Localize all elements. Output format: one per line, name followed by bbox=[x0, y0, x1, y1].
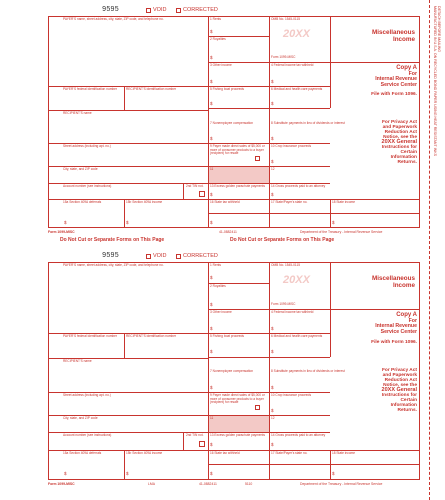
payer-label-2: PAYER'S name, street address, city, state, ZIP code, and telephone no. bbox=[63, 263, 164, 267]
void-checkbox-2[interactable] bbox=[146, 254, 151, 259]
box2-label: 2 Royalties bbox=[210, 37, 226, 41]
privacy-note: For Privacy Act and Paperwork Reduction Act Notice, see the 20XX General Instructions for Certain Information Returns. bbox=[381, 120, 417, 165]
box6-label-2: 6 Medical and health care payments bbox=[271, 334, 323, 338]
footer-num: 5110 bbox=[245, 482, 253, 486]
corrected-checkbox-2[interactable] bbox=[176, 254, 181, 259]
box18-label: 18 State income bbox=[332, 200, 356, 204]
form-name-label: Form 1099-MISC bbox=[271, 55, 296, 59]
recipient-name-label: RECIPIENT'S name bbox=[63, 111, 92, 115]
box12-label-2: 12 bbox=[271, 416, 275, 420]
void-label-2: VOID bbox=[153, 253, 167, 259]
tin-not-label-2: 2nd TIN not. bbox=[186, 433, 204, 437]
payer-tin-label: PAYER'S federal identification number bbox=[63, 87, 117, 91]
box15b-label: 15b Section 409A income bbox=[126, 200, 163, 204]
recipient-tin-label: RECIPIENT'S identification number bbox=[126, 87, 177, 91]
tin-not-checkbox[interactable] bbox=[199, 191, 205, 197]
box15b-label-2: 15b Section 409A income bbox=[126, 451, 163, 455]
box7-label: 7 Nonemployee compensation bbox=[210, 121, 254, 125]
box17-label-2: 17 State/Payer's state no. bbox=[271, 451, 308, 455]
box14-label-2: 14 Gross proceeds paid to an attorney bbox=[271, 433, 326, 437]
box13-label-2: 13 Excess golden parachute payments bbox=[210, 433, 265, 437]
box4-label-2: 4 Federal income tax withheld bbox=[271, 310, 314, 314]
privacy-note-2: For Privacy Act and Paperwork Reduction Act Notice, see the 20XX General Instructions for Certain Information Returns. bbox=[381, 368, 417, 413]
box9-checkbox[interactable] bbox=[255, 156, 260, 161]
box8-label: 8 Substitute payments in lieu of dividends or interest bbox=[271, 121, 345, 125]
box3-label: 3 Other income bbox=[210, 63, 232, 67]
omb-label-2: OMB No. 1545-0115 bbox=[271, 263, 300, 267]
payer-tin-label-2: PAYER'S federal identification number bbox=[63, 334, 117, 338]
box11-shaded bbox=[209, 167, 269, 183]
box9-label-2: 9 Payer made direct sales of $5,000 or more of consumer products to a buyer (recipient) for resale bbox=[210, 393, 265, 405]
form-name-label-2: Form 1099-MISC bbox=[271, 302, 296, 306]
box11-shaded-2 bbox=[209, 416, 269, 432]
form-title-2: Miscellaneous Income bbox=[371, 275, 415, 289]
box5-label-2: 5 Fishing boat proceeds bbox=[210, 334, 245, 338]
tin-not-label: 2nd TIN not. bbox=[186, 184, 204, 188]
box4-label: 4 Federal income tax withheld bbox=[271, 63, 314, 67]
box15a-label: 15a Section 409A deferrals bbox=[63, 200, 102, 204]
form-code-2: 9595 bbox=[102, 252, 119, 260]
box10-label: 10 Crop insurance proceeds bbox=[271, 144, 312, 148]
corrected-label-2: CORRECTED bbox=[183, 253, 218, 259]
street-label-2: Street address (including apt. no.) bbox=[63, 393, 111, 397]
tin-not-checkbox-2[interactable] bbox=[199, 441, 205, 447]
footer-cat: 41-0882411 bbox=[219, 230, 237, 234]
box9-checkbox-2[interactable] bbox=[255, 405, 260, 410]
recipient-tin-label-2: RECIPIENT'S identification number bbox=[126, 334, 177, 338]
footer-dept: Department of the Treasury - Internal Revenue Service bbox=[300, 230, 383, 234]
box17-label: 17 State/Payer's state no. bbox=[271, 200, 308, 204]
city-label: City, state, and ZIP code bbox=[63, 167, 98, 171]
file-with-note-2: File with Form 1096. bbox=[371, 340, 417, 345]
box1-label-2: 1 Rents bbox=[210, 263, 221, 267]
box5-label: 5 Fishing boat proceeds bbox=[210, 87, 245, 91]
box1-label: 1 Rents bbox=[210, 17, 221, 21]
footer-dept-2: Department of the Treasury - Internal Revenue Service bbox=[300, 482, 383, 486]
payer-label: PAYER'S name, street address, city, state, ZIP code, and telephone no. bbox=[63, 17, 164, 21]
box6-label: 6 Medical and health care payments bbox=[271, 87, 323, 91]
box15a-label-2: 15a Section 409A deferrals bbox=[63, 451, 102, 455]
corrected-label: CORRECTED bbox=[183, 7, 218, 13]
tax-year: 20XX bbox=[283, 28, 310, 40]
box16-label: 16 State tax withheld bbox=[210, 200, 240, 204]
city-label-2: City, state, and ZIP code bbox=[63, 416, 98, 420]
cut-warning-2: Do Not Cut or Separate Forms on This Page bbox=[230, 237, 335, 243]
omb-label: OMB No. 1545-0115 bbox=[271, 17, 300, 21]
recipient-name-label-2: RECIPIENT'S name bbox=[63, 359, 92, 363]
box3-label-2: 3 Other income bbox=[210, 310, 232, 314]
void-checkbox[interactable] bbox=[146, 8, 151, 13]
form-bottom: 9595 VOID CORRECTED PAYER'S name, street address, city, state, ZIP code, and telephone no. PAYER'S federal identification number RECIPIENT'S identification number RECIPIENT'S name Street address (including apt. no.) City, state, and ZIP code Account number (see instructions) 2nd TIN not. 15a Section 409A deferrals 15b Section 409A income $ $ 1 Rents $ 2 Royalties $ OMB No. 1545-0115 20XX Form 1099-MISC 3 Other income $ 4 Federal income tax withheld $ 5 Fishing boat proceeds $ 6 Medical and health care payments $ 7 Nonemployee compensation $ 8 Substitute payments in lieu of dividends or interest $ 9 Payer made direct sales of $5,000 or more of consumer products to a buyer (recipient) for resale 10 Crop insurance proceeds $ 11 12 13 Excess golden parachute payments $ 14 Gross proceeds paid to an attorney $ 16 State tax withheld $ 17 State/Payer's state no. 18 State income $ Miscellaneous Income Copy A For Internal Revenue Service Center File with Form 1096. For Privacy Act and Paperwork Reduction Act Notice, see the 20XX General Instructions for Certain Information Returns. Form 1099-MISC LMA 41-0882411 5110 Department of the Treasury - Internal Revenue Service bbox=[0, 252, 430, 500]
box12-label: 12 bbox=[271, 167, 275, 171]
detach-note: DETACH BEFORE MAILING bbox=[437, 6, 441, 53]
box16-label-2: 16 State tax withheld bbox=[210, 451, 240, 455]
manufacture-note: MANUFACTURED IN U.S.A. ON RECYCLED BOND PAPER USING HEAT RESISTANT INKS bbox=[433, 6, 437, 157]
account-label: Account number (see instructions) bbox=[63, 184, 112, 188]
copy-a: Copy A For Internal Revenue Service Center bbox=[375, 65, 417, 88]
form-title: Miscellaneous Income bbox=[371, 29, 415, 43]
tax-year-2: 20XX bbox=[283, 274, 310, 286]
box18-label-2: 18 State income bbox=[332, 451, 356, 455]
box10-label-2: 10 Crop insurance proceeds bbox=[271, 393, 312, 397]
file-with-note: File with Form 1096. bbox=[371, 92, 417, 97]
box13-label: 13 Excess golden parachute payments bbox=[210, 184, 265, 188]
footer-cat-2: 41-0882411 bbox=[199, 482, 217, 486]
box2-label-2: 2 Royalties bbox=[210, 284, 226, 288]
footer-lma: LMA bbox=[148, 482, 155, 486]
box11-label: 11 bbox=[210, 167, 214, 171]
box8-label-2: 8 Substitute payments in lieu of dividends or interest bbox=[271, 369, 345, 373]
footer-form: Form 1099-MISC bbox=[48, 230, 75, 234]
box14-label: 14 Gross proceeds paid to an attorney bbox=[271, 184, 326, 188]
street-label: Street address (including apt. no.) bbox=[63, 144, 111, 148]
form-top: 9595 VOID CORRECTED PAYER'S name, street address, city, state, ZIP code, and telephone no. PAYER'S federal identification number RECIPIENT'S identification number RECIPIENT'S name Street address (including apt. no.) City, state, and ZIP code Account number (see instructions) 2nd TIN not. 15a Section 409A deferrals 15b Section 409A income $ $ 1 Rents $ 2 Royalties $ OMB No. 1545-0115 20XX Form 1099-MISC 3 Other income $ 4 Federal income tax withheld $ 5 Fishing boat proceeds $ 6 Medical and health care payments $ 7 Nonemployee compensation $ 8 Substitute payments in lieu of dividends or interest $ 9 Payer made direct sales of $5,000 or more of consumer products to a buyer (recipient) for resale 10 Crop insurance proceeds $ 11 12 13 Excess golden parachute payments $ 14 Gross proceeds paid to an attorney $ 16 State tax withheld $ 17 State/Payer's state no. 18 State income $ Miscellaneous Income Copy A For Internal Revenue Service Center File with Form 1096. For Privacy Act and Paperwork Reduction Act Notice, see the 20XX General Instructions for Certain Information Returns. Form 1099-MISC 41-0882411 Department of the Treasury - Internal Revenue Service Do Not Cut or Separate Forms on This Page Do Not Cut or Separate Forms on This Page bbox=[0, 0, 430, 250]
box7-label-2: 7 Nonemployee compensation bbox=[210, 369, 254, 373]
form-code: 9595 bbox=[102, 6, 119, 14]
box11-label-2: 11 bbox=[210, 416, 214, 420]
corrected-checkbox[interactable] bbox=[176, 8, 181, 13]
void-label: VOID bbox=[153, 7, 167, 13]
footer-form-2: Form 1099-MISC bbox=[48, 482, 75, 486]
account-label-2: Account number (see instructions) bbox=[63, 433, 112, 437]
cut-warning: Do Not Cut or Separate Forms on This Page bbox=[60, 237, 165, 243]
box9-label: 9 Payer made direct sales of $5,000 or more of consumer products to a buyer (recipient) for resale bbox=[210, 144, 265, 156]
copy-a-2: Copy A For Internal Revenue Service Center bbox=[375, 312, 417, 335]
